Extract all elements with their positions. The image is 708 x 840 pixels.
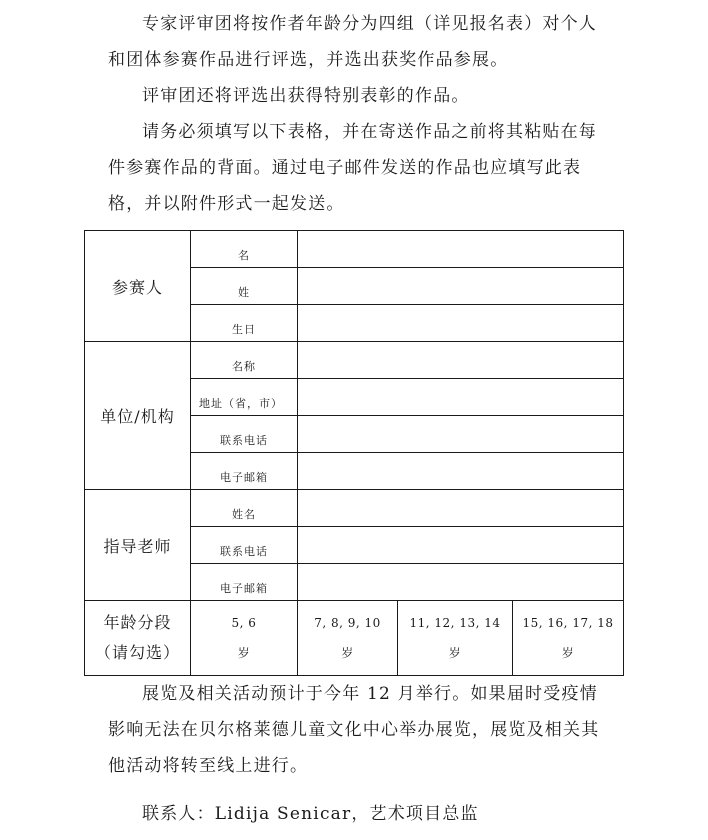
- teacher-name-label: 姓名: [191, 490, 298, 527]
- organization-name-label: 名称: [191, 342, 298, 379]
- age-option-5-6[interactable]: [191, 601, 298, 676]
- age-option-7-10[interactable]: [298, 601, 398, 676]
- age-option-unit: 岁: [448, 646, 462, 660]
- participant-group-label: 参赛人: [85, 231, 191, 342]
- participant-birthday-label: 生日: [191, 305, 298, 342]
- organization-address-label: 地址（省，市）: [191, 379, 298, 416]
- organization-group-label: 单位/机构: [85, 342, 191, 490]
- teacher-phone-field[interactable]: [298, 527, 624, 564]
- age-option-range: 11, 12, 13, 14: [409, 616, 501, 630]
- teacher-email-label: 电子邮箱: [191, 564, 298, 601]
- age-option-11-14[interactable]: [398, 601, 513, 676]
- age-group-title: 年龄分段: [103, 613, 172, 632]
- organization-address-field[interactable]: [298, 379, 624, 416]
- organization-email-label: 电子邮箱: [191, 453, 298, 490]
- organization-phone-label: 联系电话: [191, 416, 298, 453]
- organization-name-field[interactable]: [298, 342, 624, 379]
- teacher-group-label: 指导老师: [85, 490, 191, 601]
- age-option-range: 5, 6: [231, 616, 257, 630]
- participant-last-name-field[interactable]: [298, 268, 624, 305]
- intro-paragraph-judging: 专家评审团将按作者年龄分为四组（详见报名表）对个人和团体参赛作品进行评选，并选出获奖作品参展。: [108, 14, 597, 70]
- age-option-unit: 岁: [561, 646, 575, 660]
- age-option-15-18[interactable]: [513, 601, 624, 676]
- age-group-hint: （请勾选）: [94, 643, 180, 662]
- organization-email-field[interactable]: [298, 453, 624, 490]
- age-option-range: 7, 8, 9, 10: [314, 616, 381, 630]
- participant-last-name-label: 姓: [191, 268, 298, 305]
- participant-first-name-field[interactable]: [298, 231, 624, 268]
- age-option-range: 15, 16, 17, 18: [522, 616, 614, 630]
- intro-paragraph-special-awards: 评审团还将评选出获得特别表彰的作品。: [142, 86, 470, 106]
- organization-phone-field[interactable]: [298, 416, 624, 453]
- participant-first-name-label: 名: [191, 231, 298, 268]
- outro-paragraph-exhibition: 展览及相关活动预计于今年 12 月举行。如果届时受疫情影响无法在贝尔格莱德儿童文化中心举办展览，展览及相关其他活动将转至线上进行。: [108, 684, 600, 776]
- teacher-name-field[interactable]: [298, 490, 624, 527]
- age-group-label: [85, 601, 191, 676]
- outro-paragraph-contact: 联系人：Lidija Senicar，艺术项目总监: [142, 804, 479, 824]
- entry-form-table: [84, 230, 624, 676]
- intro-paragraph-form-instructions: 请务必须填写以下表格，并在寄送作品之前将其粘贴在每件参赛作品的背面。通过电子邮件发送的作品也应填写此表格，并以附件形式一起发送。: [108, 122, 597, 214]
- teacher-email-field[interactable]: [298, 564, 624, 601]
- age-option-unit: 岁: [341, 646, 354, 660]
- age-option-unit: 岁: [237, 646, 251, 660]
- teacher-phone-label: 联系电话: [191, 527, 298, 564]
- participant-birthday-field[interactable]: [298, 305, 624, 342]
